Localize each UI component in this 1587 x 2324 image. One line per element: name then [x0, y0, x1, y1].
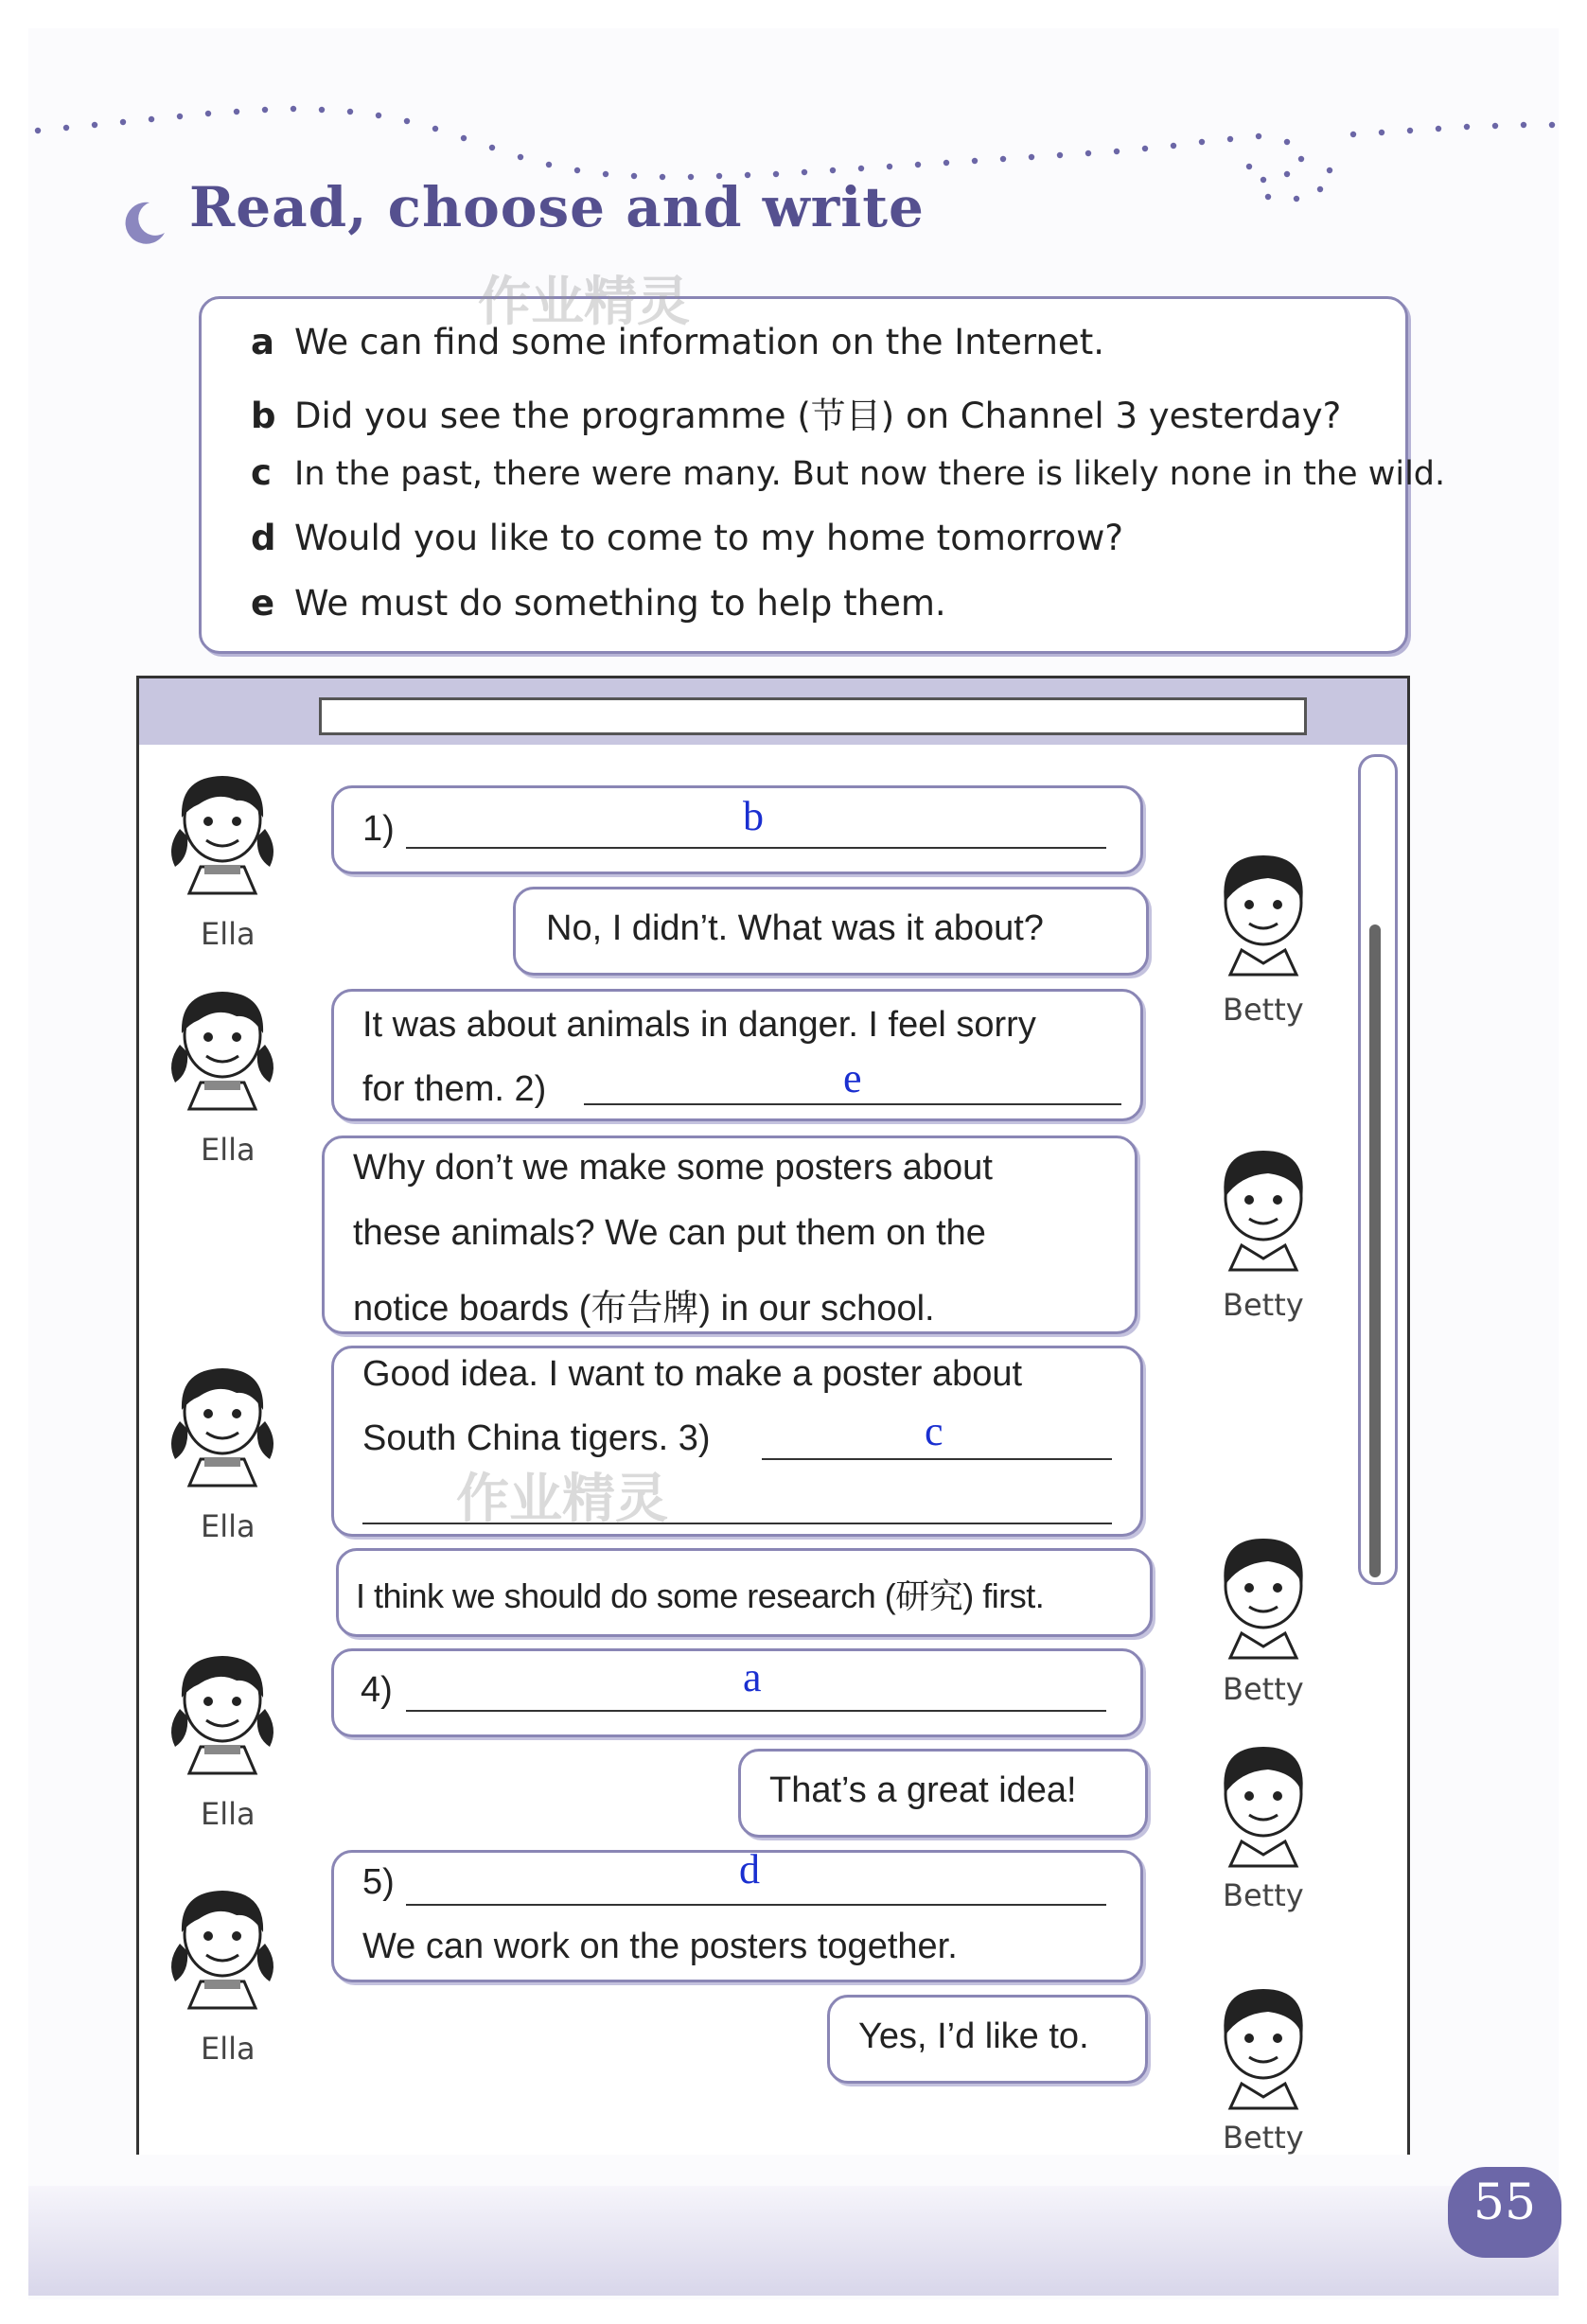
speaker-name-ella: Ella: [201, 2031, 256, 2067]
choice-text: We can find some information on the Internet.: [294, 322, 1104, 362]
bubble-text: It was about animals in danger. I feel sorry: [362, 1005, 1036, 1045]
choice-key: d: [251, 518, 276, 558]
speech-bubble-betty-3: [336, 1548, 1153, 1637]
choice-key: c: [251, 452, 272, 493]
bubble-text: notice boards (布告牌) in our school.: [353, 1289, 935, 1329]
ella-avatar: [161, 978, 284, 1111]
bubble-text: these animals? We can put them on the: [353, 1213, 986, 1253]
panel-header-field: [319, 697, 1307, 735]
handwritten-answer-1: b: [743, 793, 764, 839]
handwritten-answer-4: a: [743, 1654, 762, 1700]
answer-blank-3[interactable]: [762, 1458, 1112, 1460]
bubble-text: for them. 2): [362, 1069, 547, 1109]
speech-bubble-betty-4: [738, 1749, 1148, 1838]
choice-e: [251, 583, 946, 624]
speaker-name-betty: Betty: [1223, 2120, 1304, 2156]
blank-number: 1): [362, 809, 395, 849]
bubble-text: Why don’t we make some posters about: [353, 1148, 993, 1188]
answer-blank-2[interactable]: [584, 1103, 1121, 1105]
speaker-name-betty: Betty: [1223, 1877, 1304, 1913]
speaker-name-betty: Betty: [1223, 992, 1304, 1028]
speaker-name-ella: Ella: [201, 1508, 256, 1544]
blank-number: 4): [361, 1670, 393, 1710]
betty-avatar: [1202, 1735, 1325, 1868]
blank-number: 5): [362, 1862, 395, 1902]
handwritten-answer-3: c: [925, 1408, 943, 1454]
page-footer-band: [28, 2186, 1559, 2296]
speaker-name-ella: Ella: [201, 1796, 256, 1832]
choice-text: We must do something to help them.: [294, 583, 946, 624]
answer-blank-4[interactable]: [406, 1710, 1106, 1712]
speech-bubble-betty-1: [513, 887, 1149, 976]
betty-avatar: [1202, 844, 1325, 977]
answer-choices-box: [199, 296, 1446, 654]
betty-avatar: [1202, 1527, 1325, 1660]
scrollbar-thumb: [1369, 924, 1381, 1577]
bubble-text: Good idea. I want to make a poster about: [362, 1354, 1023, 1394]
ella-avatar: [161, 1643, 284, 1775]
speaker-name-ella: Ella: [201, 916, 256, 952]
speaker-name-betty: Betty: [1223, 1287, 1304, 1323]
choice-key: a: [251, 322, 274, 362]
handwritten-answer-2: e: [843, 1055, 862, 1101]
choice-text: Would you like to come to my home tomorrow?: [294, 518, 1124, 558]
choice-key: b: [251, 396, 276, 436]
page-number: 55: [1472, 2174, 1537, 2231]
choice-c: [251, 452, 1445, 493]
speech-bubble-ella-1: [331, 785, 1143, 874]
ella-avatar: [161, 1355, 284, 1488]
choice-b: [251, 387, 1341, 438]
betty-avatar: [1202, 1139, 1325, 1272]
choice-d: [251, 518, 1123, 558]
answer-blank-1[interactable]: [406, 847, 1106, 849]
speaker-name-ella: Ella: [201, 1132, 256, 1168]
section-title: Read, choose and write: [189, 175, 925, 239]
watermark: 作业精灵: [478, 272, 690, 333]
bubble-text: Yes, I’d like to.: [858, 2016, 1089, 2056]
speech-bubble-betty-5: [827, 1995, 1148, 2084]
answer-blank-5[interactable]: [406, 1904, 1106, 1906]
choice-text: In the past, there were many. But now there is likely none in the wild.: [294, 455, 1446, 493]
bubble-text: I think we should do some research (研究) first.: [356, 1576, 1045, 1615]
speech-bubble-ella-2: [331, 989, 1143, 1121]
bubble-text: No, I didn’t. What was it about?: [546, 908, 1044, 948]
betty-avatar: [1202, 1978, 1325, 2110]
watermark: 作业精灵: [456, 1469, 668, 1530]
bubble-text: We can work on the posters together.: [362, 1927, 958, 1966]
speech-bubble-betty-2: [322, 1136, 1137, 1334]
handwritten-answer-5: d: [739, 1846, 760, 1893]
speech-bubble-ella-3: [331, 1346, 1143, 1537]
choice-text: Did you see the programme (节目) on Channel 3 yesterday?: [294, 396, 1342, 436]
choice-key: e: [251, 583, 275, 624]
speaker-name-betty: Betty: [1223, 1671, 1304, 1707]
ella-avatar: [161, 1877, 284, 2010]
ella-avatar: [161, 763, 284, 895]
speech-bubble-ella-5: [331, 1846, 1143, 1982]
bubble-text: That’s a great idea!: [769, 1770, 1077, 1810]
moon-icon: [121, 199, 168, 246]
bubble-text: South China tigers. 3): [362, 1418, 711, 1458]
speech-bubble-ella-4: [331, 1648, 1143, 1737]
